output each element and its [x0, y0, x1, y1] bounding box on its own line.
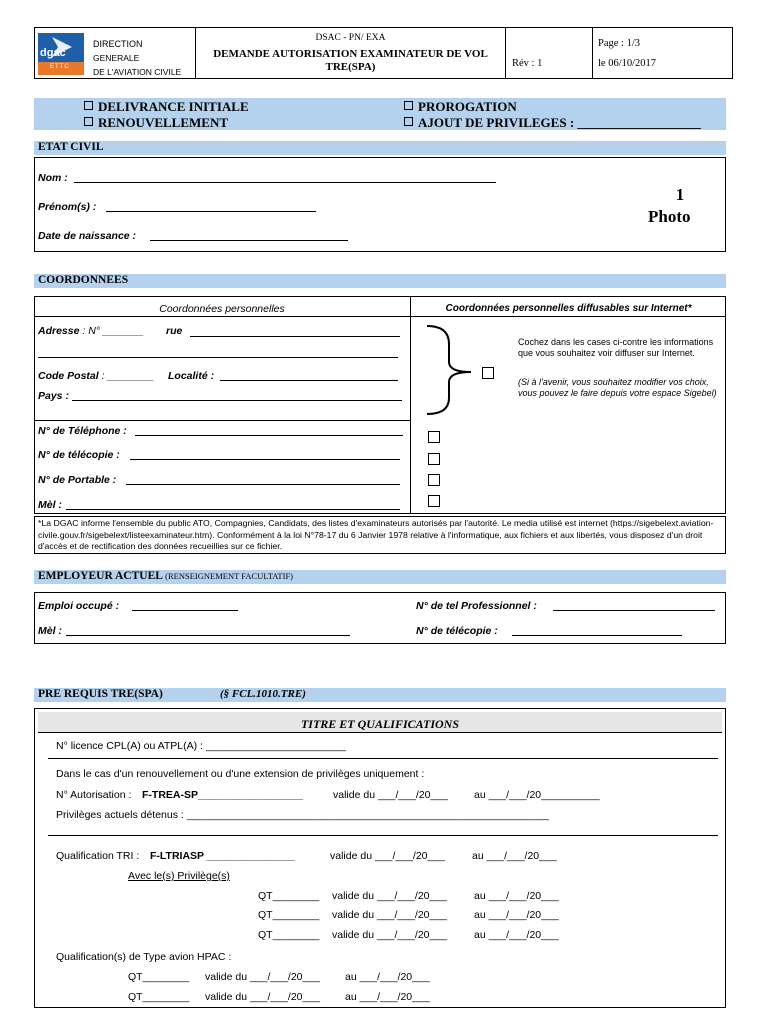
doc-code: DSAC - PN/ EXA — [315, 33, 386, 43]
code-postal-text: Code Postal — [38, 370, 99, 382]
etat-civil-box — [34, 157, 726, 252]
logo-subtext: ETTC — [50, 64, 70, 70]
telephone-field[interactable] — [135, 435, 403, 436]
option-renouvellement[interactable] — [84, 115, 228, 131]
tel-pro-label: N° de tel Professionnel : — [416, 600, 537, 612]
hpac-qt-1[interactable]: QT________ — [128, 971, 190, 983]
option-delivrance-label: DELIVRANCE INITIALE — [98, 99, 249, 114]
employeur-note: (RENSEIGNEMENT FACULTATIF) — [165, 571, 294, 581]
emp-telecopie-field[interactable] — [512, 635, 682, 636]
hpac-qt-2[interactable]: QT________ — [128, 991, 190, 1003]
autorisation-valide[interactable]: valide du ___/___/20___ — [333, 789, 449, 801]
col-diffusables: Coordonnées personnelles diffusables sur Internet* — [445, 303, 692, 314]
tri-qt-1-au[interactable]: au ___/___/20___ — [474, 890, 559, 902]
adresse-text: Adresse — [38, 325, 80, 337]
prenom-field[interactable] — [106, 211, 316, 212]
telephone-label: N° de Téléphone : — [38, 425, 127, 437]
portable-field[interactable] — [126, 484, 400, 485]
nom-field[interactable] — [74, 182, 496, 183]
licence-line[interactable]: N° licence CPL(A) ou ATPL(A) : ________________________ — [56, 740, 347, 752]
adresse-label — [38, 325, 144, 337]
checkbox-diffuse-portable[interactable] — [428, 474, 440, 486]
tri-qt-2-au[interactable]: au ___/___/20___ — [474, 909, 559, 921]
org-line-2: GENERALE — [93, 53, 140, 63]
emploi-label: Emploi occupé : — [38, 600, 120, 612]
autorisation-code[interactable]: F-TREA-SP__________________ — [142, 789, 304, 801]
footnote-text: *La DGAC informe l'ensemble du public ATO, Compagnies, Candidats, des listes d'examinateurs autorisés par l'autorité. Le media utilisé est internet (https://sigebelext.aviation-civile.gouv.fr/sigebelext/listeexaminateur.htm). Conformément à la loi N°78-17 du 6 Janvier 1978 relative à l'informatique, aux fichiers et aux libertés, vous disposez d'un droit d'accès et de rectification des données recueillies sur ce fichier. — [38, 518, 714, 551]
pays-label: Pays : — [38, 390, 69, 402]
adresse-num: : N° _______ — [82, 325, 144, 337]
coordonnees-band — [34, 274, 726, 288]
pays-field[interactable] — [72, 400, 402, 401]
code-postal-label: Code Postal : ________ — [38, 370, 155, 382]
option-ajout[interactable] — [404, 115, 701, 131]
revision: Rév : 1 — [512, 58, 543, 69]
mel-field[interactable] — [66, 509, 400, 510]
emp-mel-label: Mèl : — [38, 625, 62, 637]
checkbox-ajout[interactable] — [404, 117, 413, 126]
org-line-3: DE L'AVIATION CIVILE — [93, 67, 182, 77]
checkbox-prorogation[interactable] — [404, 101, 413, 110]
tri-qt-1-valide[interactable]: valide du ___/___/20___ — [332, 890, 448, 902]
hpac-qt-1-au[interactable]: au ___/___/20___ — [345, 971, 430, 983]
mel-label: Mèl : — [38, 499, 62, 511]
tri-au[interactable]: au ___/___/20___ — [472, 850, 557, 862]
naissance-field[interactable] — [150, 240, 348, 241]
checkbox-diffuse-telecopie[interactable] — [428, 453, 440, 465]
doc-title: DEMANDE AUTORISATION EXAMINATEUR DE VOL TRE(SPA) — [213, 48, 488, 73]
etat-civil-title: ETAT CIVIL — [38, 141, 104, 153]
etat-civil-band — [34, 141, 726, 155]
tri-qt-2[interactable]: QT________ — [258, 909, 320, 921]
renouv-text: Dans le cas d'un renouvellement ou d'une extension de privilèges uniquement : — [56, 768, 425, 780]
tri-label: Qualification TRI : — [56, 850, 140, 862]
doc-date: le 06/10/2017 — [598, 58, 657, 69]
avec-privileges: Avec le(s) Privilège(s) — [128, 870, 230, 882]
option-delivrance[interactable] — [84, 99, 249, 115]
adresse-line-2[interactable] — [38, 357, 398, 358]
tri-valide[interactable]: valide du ___/___/20___ — [330, 850, 446, 862]
hpac-label: Qualification(s) de Type avion HPAC : — [56, 951, 232, 963]
portable-label: N° de Portable : — [38, 474, 117, 486]
rue-field[interactable] — [190, 336, 400, 337]
employeur-title-text: EMPLOYEUR ACTUEL — [38, 570, 163, 582]
employeur-box — [34, 592, 726, 644]
hpac-qt-2-valide[interactable]: valide du ___/___/20___ — [205, 991, 321, 1003]
checkbox-diffuse-mel[interactable] — [428, 495, 440, 507]
brace-icon — [425, 324, 475, 416]
coordonnees-title: COORDONNEES — [38, 274, 129, 286]
tri-qt-1[interactable]: QT________ — [258, 890, 320, 902]
hpac-qt-1-valide[interactable]: valide du ___/___/20___ — [205, 971, 321, 983]
hpac-qt-2-au[interactable]: au ___/___/20___ — [345, 991, 430, 1003]
check-note: Cochez dans les cases ci-contre les informations que vous souhaitez voir diffuser sur Internet. — [518, 337, 714, 358]
emp-telecopie-label: N° de télécopie : — [416, 625, 498, 637]
checkbox-renouvellement[interactable] — [84, 117, 93, 126]
checkbox-diffuse-telephone[interactable] — [428, 431, 440, 443]
org-line-1: DIRECTION — [93, 39, 143, 49]
photo-label: Photo — [648, 207, 691, 226]
checkbox-delivrance[interactable] — [84, 101, 93, 110]
naissance-label: Date de naissance : — [38, 230, 137, 242]
localite-label: Localité : — [168, 370, 215, 382]
localite-field[interactable] — [220, 380, 398, 381]
tri-qt-3[interactable]: QT________ — [258, 929, 320, 941]
option-prorogation-label: PROROGATION — [418, 99, 517, 114]
titre-qualifications: TITRE ET QUALIFICATIONS — [300, 717, 460, 731]
option-prorogation[interactable] — [404, 99, 517, 115]
tel-pro-field[interactable] — [553, 610, 715, 611]
logo-text: dgac — [40, 47, 66, 59]
page-number: Page : 1/3 — [598, 38, 640, 49]
tri-qt-3-valide[interactable]: valide du ___/___/20___ — [332, 929, 448, 941]
prenom-label: Prénom(s) : — [38, 201, 97, 213]
option-renouvellement-label: RENOUVELLEMENT — [98, 115, 229, 130]
check-note-2: (Si à l'avenir, vous souhaitez modifier vos choix, vous pouvez le faire depuis votre espace Sigebel) — [518, 377, 717, 398]
emploi-field[interactable] — [132, 610, 238, 611]
tri-code[interactable]: F-LTRIASP _______________ — [150, 850, 295, 862]
checkbox-diffuse-adresse[interactable] — [482, 367, 494, 379]
nom-label: Nom : — [38, 172, 68, 184]
photo-number: 1 — [675, 185, 685, 204]
option-ajout-label: AJOUT DE PRIVILEGES : ___________________ — [418, 115, 701, 130]
autorisation-au[interactable]: au ___/___/20__________ — [474, 789, 600, 801]
col-personnelles: Coordonnées personnelles — [159, 303, 285, 315]
emp-mel-field[interactable] — [66, 635, 350, 636]
privileges-line[interactable]: Privilèges actuels détenus : ______________________________________________________________ — [56, 809, 549, 821]
rue-label: rue — [166, 325, 183, 337]
autorisation-label: N° Autorisation : — [56, 789, 132, 801]
telecopie-label: N° de télécopie : — [38, 449, 120, 461]
prerequis-ref: (§ FCL.1010.TRE) — [220, 688, 306, 700]
tri-qt-3-au[interactable]: au ___/___/20___ — [474, 929, 559, 941]
telecopie-field[interactable] — [130, 459, 400, 460]
tri-qt-2-valide[interactable]: valide du ___/___/20___ — [332, 909, 448, 921]
employeur-title — [38, 570, 293, 582]
prerequis-title: PRE REQUIS TRE(SPA) — [38, 688, 163, 700]
